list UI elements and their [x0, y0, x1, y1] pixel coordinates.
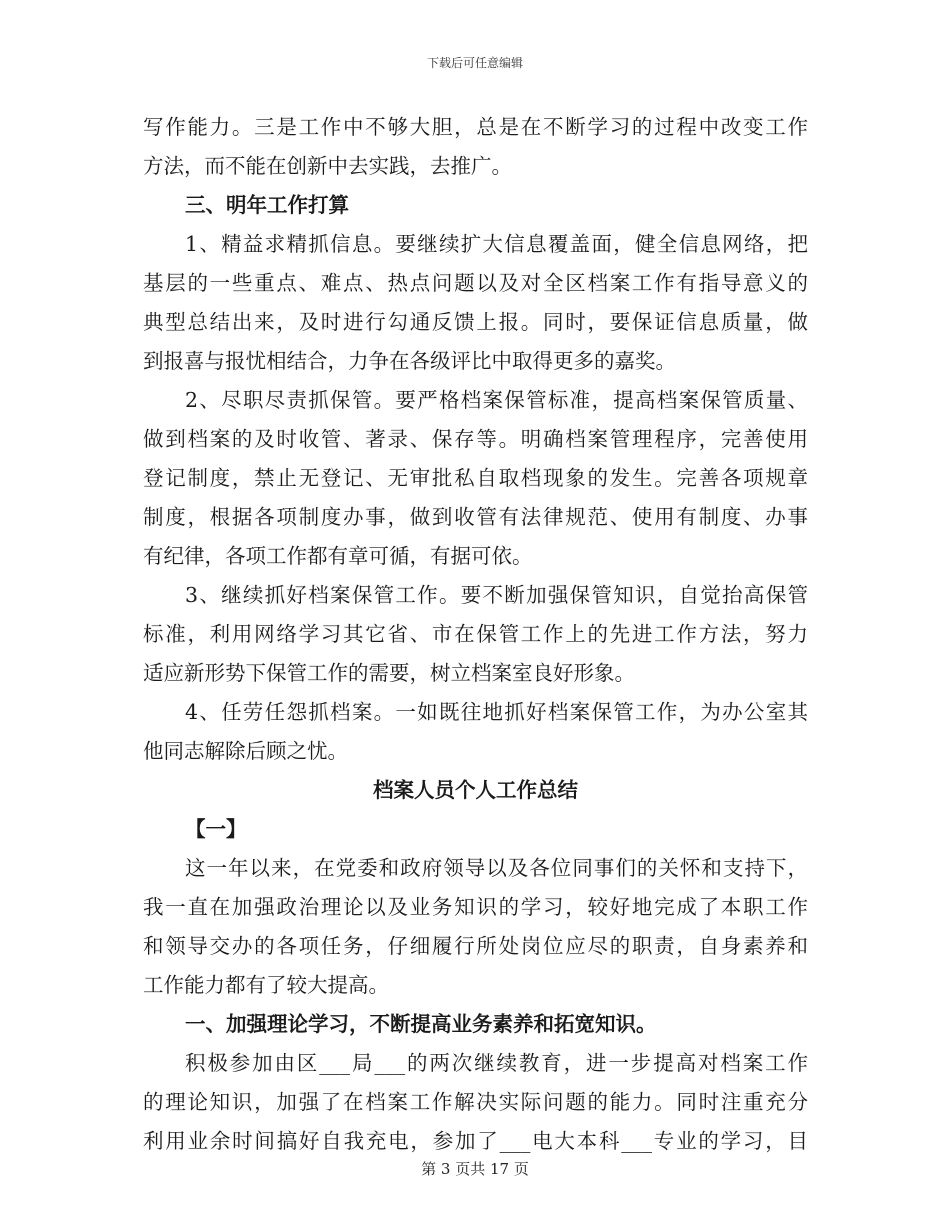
- paragraph-line: 方法，而不能在创新中去实践，去推广。: [143, 154, 512, 178]
- paragraph-line: 登记制度，禁止无登记、无审批私自取档现象的发生。完善各项规章: [143, 466, 808, 490]
- paragraph-line: 典型总结出来，及时进行勾通反馈上报。同时，要保证信息质量，做: [143, 310, 808, 334]
- document-title: 档案人员个人工作总结: [373, 778, 578, 802]
- paragraph-line: 制度，根据各项制度办事，做到收管有法律规范、使用有制度、办事: [143, 505, 808, 529]
- paragraph-line: 做到档案的及时收管、著录、保存等。明确档案管理程序，完善使用: [143, 427, 808, 451]
- paragraph-line: 1、精益求精抓信息。要继续扩大信息覆盖面，健全信息网络，把: [185, 232, 808, 256]
- paragraph-line: 2、尽职尽责抓保管。要严格档案保管标准，提高档案保管质量、: [185, 388, 808, 412]
- part-marker: 【一】: [185, 817, 247, 841]
- paragraph-line: 有纪律，各项工作都有章可循，有据可依。: [143, 544, 533, 568]
- paragraph-line: 我一直在加强政治理论以及业务知识的学习，较好地完成了本职工作: [143, 895, 808, 919]
- page-number-footer: 第 3 页共 17 页: [421, 1160, 529, 1178]
- page-header-note: 下载后可任意编辑: [426, 56, 523, 70]
- paragraph-line: 写作能力。三是工作中不够大胆，总是在不断学习的过程中改变工作: [143, 115, 808, 139]
- paragraph-line: 他同志解除后顾之忧。: [143, 739, 348, 763]
- paragraph-line: 到报喜与报忧相结合，力争在各级评比中取得更多的嘉奖。: [143, 349, 676, 373]
- paragraph-line: 标准，利用网络学习其它省、市在保管工作上的先进工作方法，努力: [143, 622, 808, 646]
- paragraph-line: 的理论知识，加强了在档案工作解决实际问题的能力。同时注重充分: [143, 1090, 808, 1114]
- paragraph-line: 积极参加由区___局___的两次继续教育，进一步提高对档案工作: [185, 1051, 808, 1075]
- paragraph-line: 利用业余时间搞好自我充电，参加了___电大本科___专业的学习，目: [143, 1129, 808, 1153]
- paragraph-line: 3、继续抓好档案保管工作。要不断加强保管知识，自觉抬高保管: [185, 583, 808, 607]
- section-heading: 一、加强理论学习，不断提高业务素养和拓宽知识。: [185, 1012, 657, 1036]
- document-body: [143, 108, 808, 1161]
- paragraph-line: 和领导交办的各项任务，仔细履行所处岗位应尽的职责，自身素养和: [143, 934, 808, 958]
- paragraph-line: 工作能力都有了较大提高。: [143, 973, 389, 997]
- paragraph-line: 适应新形势下保管工作的需要，树立档案室良好形象。: [143, 661, 635, 685]
- paragraph-line: 这一年以来，在党委和政府领导以及各位同事们的关怀和支持下，: [185, 856, 808, 880]
- paragraph-line: 4、任劳任怨抓档案。一如既往地抓好档案保管工作，为办公室其: [185, 700, 808, 724]
- section-heading: 三、明年工作打算: [185, 193, 349, 217]
- paragraph-line: 基层的一些重点、难点、热点问题以及对全区档案工作有指导意义的: [143, 271, 808, 295]
